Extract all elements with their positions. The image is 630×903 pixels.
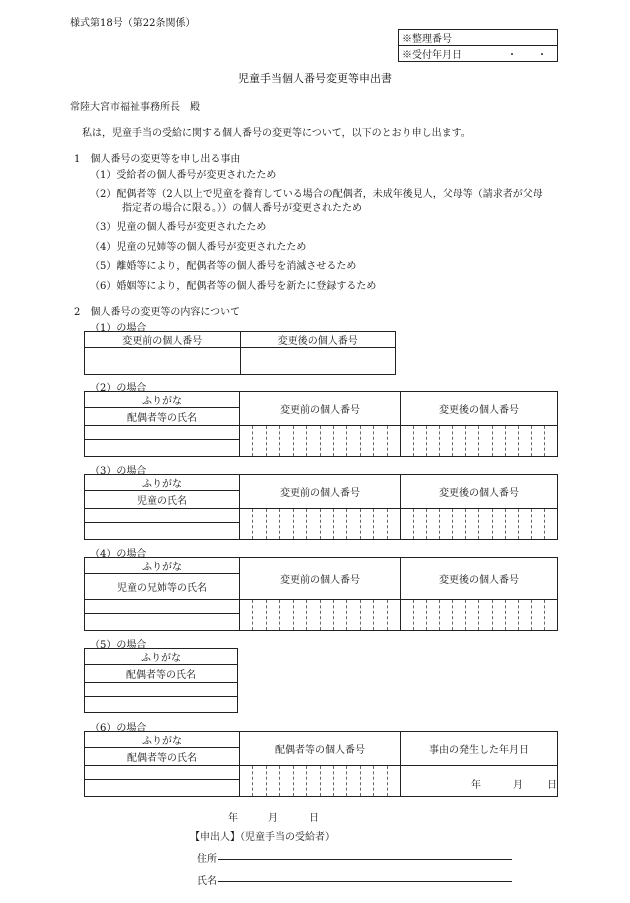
name-field[interactable] <box>218 881 512 882</box>
case6-number-head: 配偶者等の個人番号 <box>240 732 401 766</box>
case3-before-head: 変更前の個人番号 <box>240 475 401 509</box>
applicant-label: 【申出人】（児童手当の受給者） <box>190 832 335 843</box>
footer-month: 月 <box>268 813 278 824</box>
case2-label: （2）の場合 <box>90 383 147 394</box>
case3-name-head: 児童の氏名 <box>85 491 240 509</box>
intro-text: 私は，児童手当の受給に関する個人番号の変更等について，以下のとおり申し出ます。 <box>82 128 471 139</box>
address-field[interactable] <box>218 859 512 860</box>
reason-2: （2）配偶者等（2人以上で児童を養育している場合の配偶者，未成年後見人，父母等（請求者が父母 <box>90 189 543 200</box>
form-number: 様式第18号（第22条関係） <box>70 18 196 29</box>
case2-table <box>84 391 558 457</box>
case2-furigana-input[interactable] <box>85 426 240 440</box>
case2-after-input[interactable] <box>401 426 558 457</box>
case6-date-input[interactable] <box>401 766 558 797</box>
case4-before-input[interactable] <box>240 600 401 631</box>
reason-4: （4）児童の兄姉等の個人番号が変更されたため <box>90 242 307 253</box>
case4-name-head: 児童の兄姉等の氏名 <box>85 574 240 600</box>
reason-3: （3）児童の個人番号が変更されたため <box>90 222 267 233</box>
name-label: 氏名 <box>197 876 217 887</box>
case6-name-head: 配偶者等の氏名 <box>85 748 240 766</box>
case6-label: （6）の場合 <box>90 723 147 734</box>
case4-before-head: 変更前の個人番号 <box>240 558 401 600</box>
case5-name-head: 配偶者等の氏名 <box>85 665 238 683</box>
case3-furigana-input[interactable] <box>85 509 240 523</box>
case3-after-input[interactable] <box>401 509 558 540</box>
case3-label: （3）の場合 <box>90 466 147 477</box>
case2-name-head: 配偶者等の氏名 <box>85 408 240 426</box>
case6-furigana-input[interactable] <box>85 766 240 780</box>
case6-name-input[interactable] <box>85 780 240 797</box>
section1-heading: 1 個人番号の変更等を申し出る事由 <box>74 154 241 165</box>
addressee: 常陸大宮市福祉事務所長 殿 <box>70 102 200 113</box>
address-label: 住所 <box>197 854 217 865</box>
case1-table <box>84 331 396 375</box>
case6-month: 月 <box>513 780 523 791</box>
case4-after-head: 変更後の個人番号 <box>401 558 558 600</box>
case1-after-input[interactable] <box>240 348 396 375</box>
received-date-label: ※受付年月日 <box>402 50 462 61</box>
case3-name-input[interactable] <box>85 523 240 540</box>
case2-after-head: 変更後の個人番号 <box>401 392 558 426</box>
footer-year: 年 <box>228 813 238 824</box>
case3-after-head: 変更後の個人番号 <box>401 475 558 509</box>
case1-after-head: 変更後の個人番号 <box>240 332 396 348</box>
reason-5: （5）離婚等により，配偶者等の個人番号を消滅させるため <box>90 261 357 272</box>
case4-after-input[interactable] <box>401 600 558 631</box>
case3-table <box>84 474 558 540</box>
reason-6: （6）婚姻等により，配偶者等の個人番号を新たに登録するため <box>90 281 377 292</box>
case2-name-input[interactable] <box>85 440 240 457</box>
case5-name-input[interactable] <box>85 697 238 713</box>
case5-furigana-head: ふりがな <box>85 649 238 665</box>
case2-furigana-head: ふりがな <box>85 392 240 408</box>
received-date-cell <box>399 46 558 62</box>
reason-2-cont: 指定者の場合に限る。））の個人番号が変更されたため <box>122 203 362 214</box>
case5-table <box>84 648 238 713</box>
case4-label: （4）の場合 <box>90 549 147 560</box>
case6-furigana-head: ふりがな <box>85 732 240 748</box>
case1-before-head: 変更前の個人番号 <box>85 332 241 348</box>
footer-day: 日 <box>309 813 319 824</box>
case6-year: 年 <box>471 780 481 791</box>
case3-furigana-head: ふりがな <box>85 475 240 491</box>
page-title: 児童手当個人番号変更等申出書 <box>238 72 392 85</box>
case1-before-input[interactable] <box>85 348 241 375</box>
received-date-dots: ・ ・ <box>507 50 547 61</box>
case6-day: 日 <box>547 780 557 791</box>
case4-furigana-head: ふりがな <box>85 558 240 574</box>
case1-label: （1）の場合 <box>90 323 147 334</box>
case4-name-input[interactable] <box>85 614 240 631</box>
reason-1: （1）受給者の個人番号が変更されたため <box>90 170 277 181</box>
office-use-box <box>398 29 558 62</box>
case4-table <box>84 557 558 631</box>
section2-heading: 2 個人番号の変更等の内容について <box>74 307 241 318</box>
case6-table <box>84 731 558 797</box>
case6-number-input[interactable] <box>240 766 401 797</box>
case5-furigana-input[interactable] <box>85 683 238 697</box>
control-number-label: ※整理番号 <box>399 30 558 46</box>
case2-before-input[interactable] <box>240 426 401 457</box>
case4-furigana-input[interactable] <box>85 600 240 614</box>
case2-before-head: 変更前の個人番号 <box>240 392 401 426</box>
case6-date-head: 事由の発生した年月日 <box>401 732 558 766</box>
case5-label: （5）の場合 <box>90 640 147 651</box>
case3-before-input[interactable] <box>240 509 401 540</box>
